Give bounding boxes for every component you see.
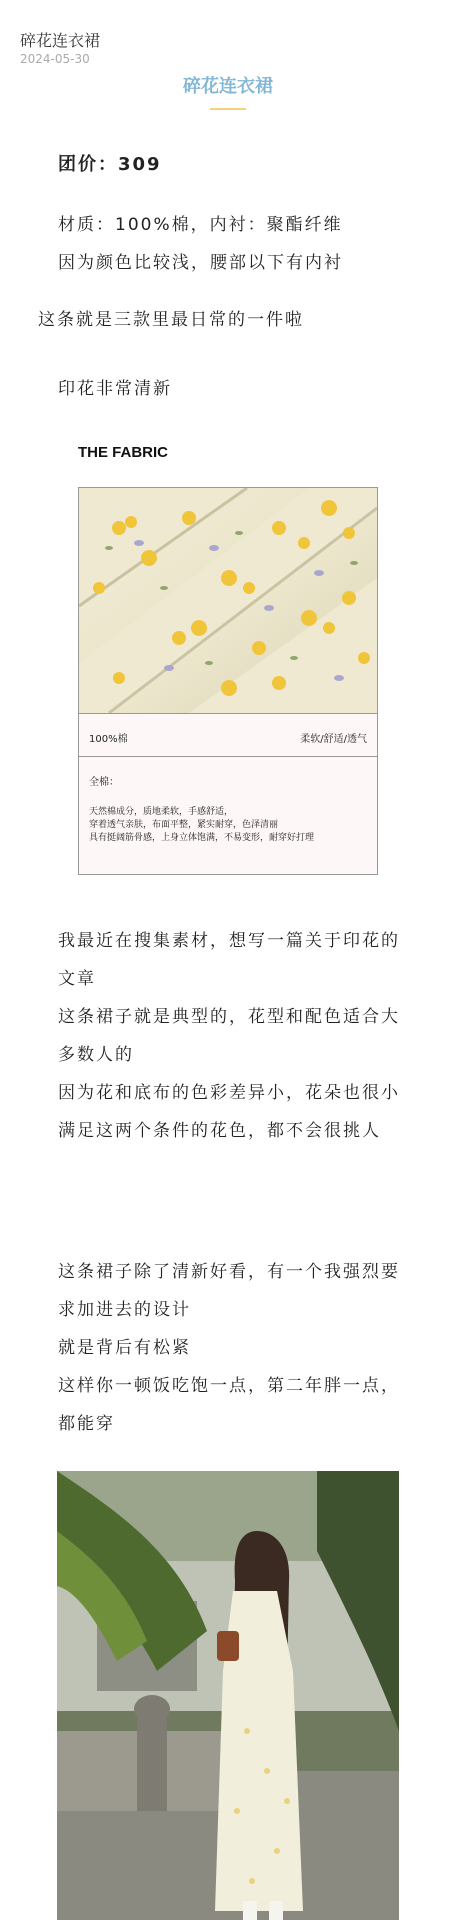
paragraph-line: 这样你一顿饭吃饱一点，第二年胖一点，都能穿 bbox=[58, 1376, 400, 1434]
fabric-desc-line: 具有挺阔筋骨感，上身立体饱满，不易变形，耐穿好打理 bbox=[89, 833, 315, 843]
paragraph-line: 我最近在搜集素材，想写一篇关于印花的文章 bbox=[58, 931, 400, 989]
fabric-composition: 100%棉 bbox=[89, 734, 128, 745]
daily-line: 这条就是三款里最日常的一件啦 bbox=[38, 310, 304, 330]
paragraph-design bbox=[58, 1253, 402, 1443]
article-title: 碎花连衣裙 bbox=[183, 76, 273, 97]
fabric-card bbox=[78, 487, 378, 875]
fabric-spec-row bbox=[79, 713, 377, 757]
fabric-desc-line: 天然棉成分，质地柔软，手感舒适， bbox=[89, 807, 234, 817]
fabric-heading: THE FABRIC bbox=[78, 444, 168, 461]
material-line: 材质：100%棉，内衬：聚酯纤维 bbox=[58, 215, 343, 235]
paragraph-line: 这条裙子除了清新好看，有一个我强烈要求加进去的设计 bbox=[58, 1262, 400, 1320]
model-photo bbox=[57, 1471, 399, 1920]
fabric-subtitle: 全棉： bbox=[89, 777, 119, 788]
title-underline bbox=[210, 108, 246, 110]
fabric-desc-line: 穿着透气亲肤，布面平整，紧实耐穿，色泽清丽 bbox=[89, 820, 279, 830]
fabric-swatch-image bbox=[79, 488, 377, 713]
fabric-description bbox=[89, 806, 371, 845]
lining-line: 因为颜色比较浅，腰部以下有内衬 bbox=[58, 253, 343, 273]
paragraph-print bbox=[58, 922, 402, 1150]
paragraph-line: 这条裙子就是典型的，花型和配色适合大多数人的 bbox=[58, 1007, 400, 1065]
print-line: 印花非常清新 bbox=[58, 379, 172, 399]
fabric-properties: 柔软/舒适/透气 bbox=[300, 734, 367, 745]
paragraph-line: 因为花和底布的色彩差异小，花朵也很小 bbox=[58, 1083, 400, 1103]
paragraph-line: 满足这两个条件的花色，都不会很挑人 bbox=[58, 1121, 381, 1141]
publish-date: 2024-05-30 bbox=[20, 52, 90, 66]
price-line: 团价：309 bbox=[58, 154, 162, 175]
paragraph-line: 就是背后有松紧 bbox=[58, 1338, 191, 1358]
account-title: 碎花连衣裙 bbox=[20, 31, 101, 50]
